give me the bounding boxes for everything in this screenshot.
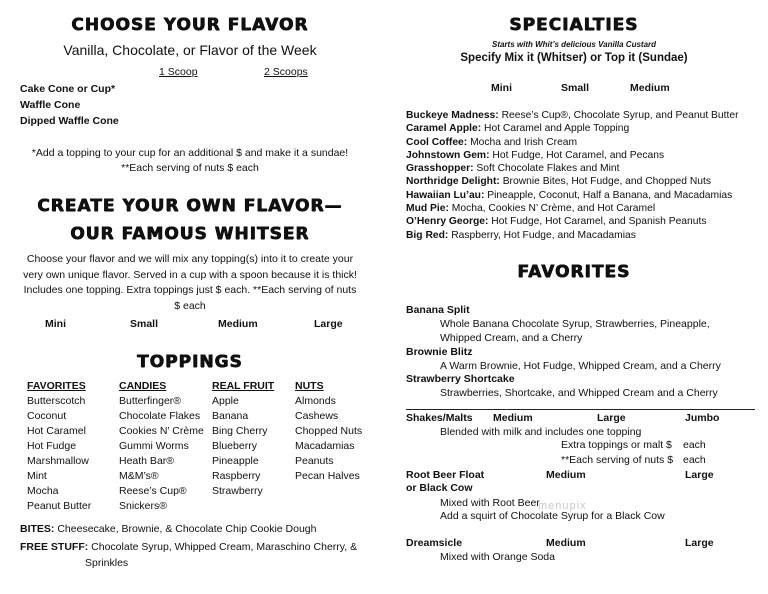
shakes-desc: Blended with milk and includes one topping <box>440 426 642 438</box>
nuts-note: **Each serving of nuts $ each <box>121 162 259 174</box>
bites-line: BITES: Cheesecake, Brownie, & Chocolate Chip Cookie Dough <box>20 523 317 535</box>
shakes-size-large: Large <box>597 412 626 424</box>
shakes-nuts: **Each serving of nuts $ <box>561 454 674 466</box>
toppings-column-nuts: NUTS Almonds Cashews Chopped Nuts Macadamias Peanuts Pecan Halves <box>295 380 363 482</box>
dreamsicle-size-large: Large <box>685 537 714 549</box>
size-mini: Mini <box>45 318 66 330</box>
size-medium: Medium <box>218 318 258 330</box>
toppings-title: TOPPINGS <box>137 352 243 372</box>
divider <box>406 409 755 410</box>
specialties-subtitle: Starts with Whit’s delicious Vanilla Custard <box>491 40 657 49</box>
cone-item: Cake Cone or Cup* <box>20 83 116 95</box>
toppings-column-real-fruit: REAL FRUIT Apple Banana Bing Cherry Blueberry Pineapple Raspberry Strawberry <box>212 380 275 497</box>
root-beer-size-medium: Medium <box>546 469 586 481</box>
favorite-desc: Strawberries, Shortcake, and Whipped Cream and a Cherry <box>440 387 718 399</box>
toppings-column-candies: CANDIES Butterfinger® Chocolate Flakes Cookies N’ Crème Gummi Worms Heath Bar® M&M’s® Reese’s Cup® Snickers® <box>119 380 204 512</box>
choose-flavor-title: CHOOSE YOUR FLAVOR <box>71 15 309 35</box>
list-item: Big Red: Raspberry, Hot Fudge, and Macadamias <box>406 229 636 241</box>
root-beer-desc: Mixed with Root Beer <box>440 497 540 509</box>
favorite-desc: Whipped Cream, and a Cherry <box>440 332 583 344</box>
size-2-scoops: 2 Scoops <box>264 66 308 78</box>
root-beer-name: Root Beer Float <box>406 469 485 481</box>
create-description: Choose your flavor and we will mix any topping(s) into it to create your very own unique flavor. Served in a cup with a spoon because it is thick! Includes one topping. Extra toppings just $ each. **Each serving of nuts $ each <box>23 253 357 312</box>
dreamsicle-size-medium: Medium <box>546 537 586 549</box>
list-item: Buckeye Madness: Reese’s Cup®, Chocolate Syrup, and Peanut Butter <box>406 110 739 121</box>
list-item: O’Henry George: Hot Fudge, Hot Caramel, and Spanish Peanuts <box>406 216 707 228</box>
favorite-name: Banana Split <box>406 304 470 316</box>
black-cow-desc: Add a squirt of Chocolate Syrup for a Black Cow <box>440 510 665 522</box>
list-item: Hawaiian Lu’au: Pineapple, Coconut, Half a Banana, and Macadamias <box>406 189 733 201</box>
shakes-name: Shakes/Malts <box>406 412 473 424</box>
favorite-name: Strawberry Shortcake <box>406 373 515 385</box>
free-stuff-line: FREE STUFF: Chocolate Syrup, Whipped Cream, Maraschino Cherry, & <box>20 541 358 553</box>
sundae-note: *Add a topping to your cup for an additional $ and make it a sundae! <box>31 147 349 159</box>
choose-flavor-subtitle: Vanilla, Chocolate, or Flavor of the Week <box>63 42 317 58</box>
shakes-size-jumbo: Jumbo <box>685 412 720 424</box>
list-item: Mud Pie: Mocha, Cookies N’ Crème, and Hot Caramel <box>406 203 656 215</box>
dreamsicle-desc: Mixed with Orange Soda <box>440 551 555 563</box>
cone-item: Dipped Waffle Cone <box>20 115 119 127</box>
free-stuff-line-2: Sprinkles <box>85 557 129 569</box>
create-flavor-title: CREATE YOUR OWN FLAVOR— <box>37 196 343 216</box>
shakes-extra-toppings: Extra toppings or malt $ <box>561 439 672 451</box>
list-item: Northridge Delight: Brownie Bites, Hot Fudge, and Chopped Nuts <box>406 176 712 188</box>
favorite-name: Brownie Blitz <box>406 346 473 358</box>
list-item: Grasshopper: Soft Chocolate Flakes and Mint <box>406 163 620 175</box>
list-item: Caramel Apple: Hot Caramel and Apple Topping <box>406 123 630 135</box>
spec-size-small: Small <box>561 82 590 94</box>
favorite-desc: Whole Banana Chocolate Syrup, Strawberries, Pineapple, <box>440 318 710 330</box>
size-1-scoop: 1 Scoop <box>159 66 198 78</box>
spec-size-mini: Mini <box>491 82 512 94</box>
favorites-title: FAVORITES <box>517 262 631 282</box>
shakes-nuts-each: each <box>683 454 706 466</box>
specialties-title: SPECIALTIES <box>509 15 639 35</box>
specialties-subtitle-2: Specify Mix it (Whitser) or Top it (Sundae) <box>460 52 688 64</box>
size-large: Large <box>314 318 343 330</box>
watermark: menupix <box>538 500 587 512</box>
whitser-title: OUR FAMOUS WHITSER <box>70 224 310 244</box>
shakes-size-medium: Medium <box>493 412 533 424</box>
shakes-extra-toppings-each: each <box>683 439 706 451</box>
dreamsicle-name: Dreamsicle <box>406 537 463 549</box>
toppings-column-favorites: FAVORITES Butterscotch Coconut Hot Caramel Hot Fudge Marshmallow Mint Mocha Peanut Butter <box>27 380 92 512</box>
list-item: Cool Coffee: Mocha and Irish Cream <box>406 136 578 148</box>
list-item: Johnstown Gem: Hot Fudge, Hot Caramel, and Pecans <box>406 149 665 161</box>
favorite-desc: A Warm Brownie, Hot Fudge, Whipped Cream, and a Cherry <box>440 360 721 372</box>
specialties-list <box>406 109 739 242</box>
root-beer-size-large: Large <box>685 469 714 481</box>
spec-size-medium: Medium <box>630 82 670 94</box>
cone-item: Waffle Cone <box>20 99 81 111</box>
black-cow-name: or Black Cow <box>406 482 473 494</box>
size-small: Small <box>130 318 159 330</box>
